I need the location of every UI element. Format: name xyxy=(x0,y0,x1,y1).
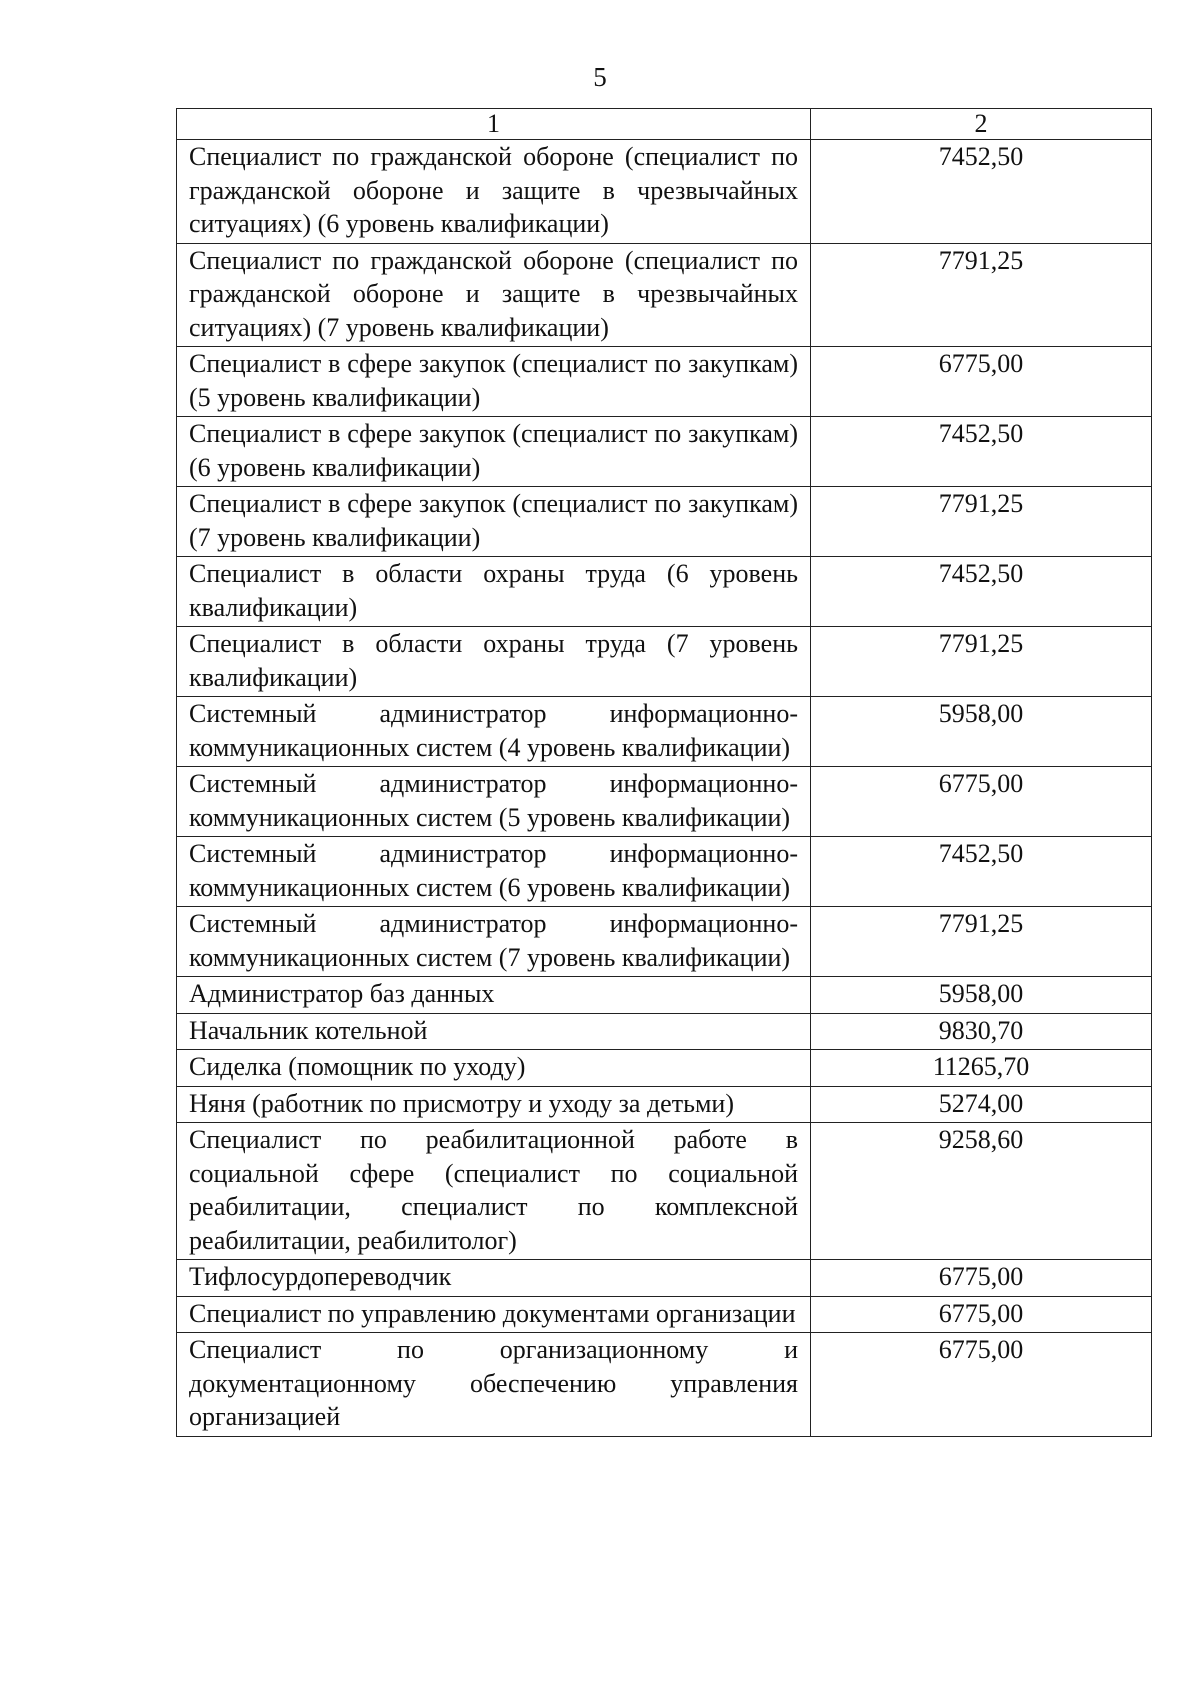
rate-cell: 7452,50 xyxy=(811,557,1152,627)
table-row xyxy=(177,417,1152,487)
rate-cell: 9830,70 xyxy=(811,1013,1152,1050)
table-row xyxy=(177,977,1152,1014)
page-number: 5 xyxy=(593,62,607,92)
table-row xyxy=(177,243,1152,347)
position-cell: Специалист в области охраны труда (7 уровень квалификации) xyxy=(177,627,811,697)
rate-cell: 11265,70 xyxy=(811,1050,1152,1087)
position-cell: Сиделка (помощник по уходу) xyxy=(177,1050,811,1087)
table-row xyxy=(177,557,1152,627)
table-row xyxy=(177,347,1152,417)
rate-cell: 6775,00 xyxy=(811,1260,1152,1297)
table-row xyxy=(177,140,1152,244)
table-row xyxy=(177,627,1152,697)
table-row xyxy=(177,1296,1152,1333)
rate-cell: 5274,00 xyxy=(811,1086,1152,1123)
table-row xyxy=(177,1086,1152,1123)
rate-cell: 5958,00 xyxy=(811,697,1152,767)
position-cell: Специалист в области охраны труда (6 уровень квалификации) xyxy=(177,557,811,627)
position-cell: Специалист в сфере закупок (специалист по закупкам) (5 уровень квалификации) xyxy=(177,347,811,417)
position-cell: Тифлосурдопереводчик xyxy=(177,1260,811,1297)
position-cell: Специалист в сфере закупок (специалист по закупкам) (6 уровень квалификации) xyxy=(177,417,811,487)
rate-cell: 6775,00 xyxy=(811,767,1152,837)
rate-cell: 7452,50 xyxy=(811,837,1152,907)
position-cell: Начальник котельной xyxy=(177,1013,811,1050)
rate-cell: 7452,50 xyxy=(811,417,1152,487)
position-cell: Специалист по гражданской обороне (специалист по гражданской обороне и защите в чрезвычайных ситуациях) (6 уровень квалификации) xyxy=(177,140,811,244)
rate-cell: 7791,25 xyxy=(811,243,1152,347)
table-row xyxy=(177,1123,1152,1260)
position-cell: Системный администратор информационно-коммуникационных систем (5 уровень квалификации) xyxy=(177,767,811,837)
rate-cell: 7791,25 xyxy=(811,487,1152,557)
position-cell: Специалист по реабилитационной работе в социальной сфере (специалист по социальной реабилитации, специалист по комплексной реабилитации, реабилитолог) xyxy=(177,1123,811,1260)
rate-cell: 6775,00 xyxy=(811,347,1152,417)
position-cell: Специалист по гражданской обороне (специалист по гражданской обороне и защите в чрезвычайных ситуациях) (7 уровень квалификации) xyxy=(177,243,811,347)
salary-table xyxy=(176,108,1152,1437)
position-cell: Няня (работник по присмотру и уходу за детьми) xyxy=(177,1086,811,1123)
rate-cell: 7791,25 xyxy=(811,627,1152,697)
rate-cell: 6775,00 xyxy=(811,1333,1152,1437)
table-row xyxy=(177,1333,1152,1437)
rate-cell: 9258,60 xyxy=(811,1123,1152,1260)
position-cell: Системный администратор информационно-коммуникационных систем (6 уровень квалификации) xyxy=(177,837,811,907)
table-header-row xyxy=(177,109,1152,140)
table-row xyxy=(177,1050,1152,1087)
position-cell: Специалист по управлению документами организации xyxy=(177,1296,811,1333)
table-row xyxy=(177,487,1152,557)
rate-cell: 7791,25 xyxy=(811,907,1152,977)
table-row xyxy=(177,837,1152,907)
position-cell: Специалист по организационному и документационному обеспечению управления организацией xyxy=(177,1333,811,1437)
table-row xyxy=(177,697,1152,767)
position-cell: Специалист в сфере закупок (специалист по закупкам) (7 уровень квалификации) xyxy=(177,487,811,557)
table-row xyxy=(177,1013,1152,1050)
rate-cell: 6775,00 xyxy=(811,1296,1152,1333)
position-cell: Системный администратор информационно-коммуникационных систем (7 уровень квалификации) xyxy=(177,907,811,977)
rate-cell: 5958,00 xyxy=(811,977,1152,1014)
table-row xyxy=(177,907,1152,977)
column-header-rate: 2 xyxy=(811,109,1152,140)
rate-cell: 7452,50 xyxy=(811,140,1152,244)
column-header-position: 1 xyxy=(177,109,811,140)
table-row xyxy=(177,1260,1152,1297)
position-cell: Системный администратор информационно-коммуникационных систем (4 уровень квалификации) xyxy=(177,697,811,767)
table-row xyxy=(177,767,1152,837)
position-cell: Администратор баз данных xyxy=(177,977,811,1014)
